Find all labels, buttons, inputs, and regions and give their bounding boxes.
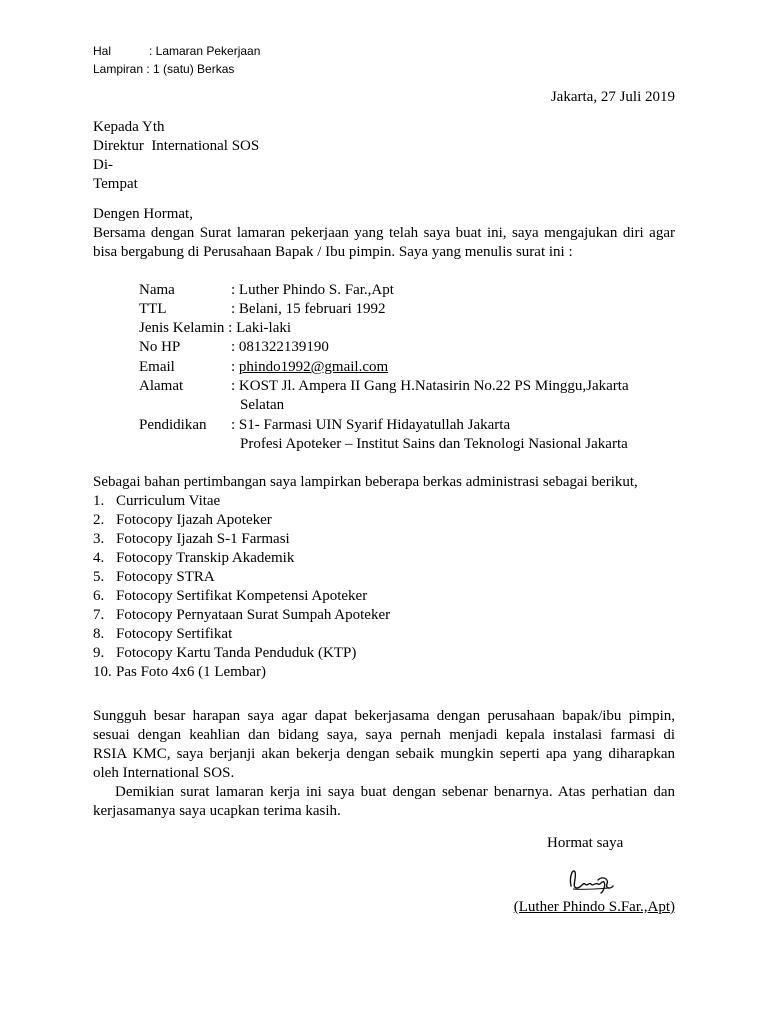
- attachment-count-line: Lampiran : 1 (satu) Berkas: [93, 62, 235, 76]
- closing-line: Sungguh besar harapan saya agar dapat bekerjasama dengan perusahaan bapak/ibu pimpin,: [93, 708, 675, 724]
- intro-block: [93, 205, 675, 262]
- recipient-line: Tempat: [93, 176, 138, 192]
- signature-image: [565, 862, 615, 898]
- attachment-number: 1.: [93, 493, 105, 509]
- closing-line: oleh International SOS.: [93, 765, 235, 781]
- closing-line: sesuai dengan keahlian dan bidang saya, saya pernah menjadi kepala instalasi farmasi di: [93, 727, 675, 743]
- closing-line: kerjasamanya saya ucapkan terima kasih.: [93, 803, 341, 819]
- field-email: [139, 358, 388, 377]
- attachment-text: Fotocopy Ijazah Apoteker: [116, 512, 272, 528]
- field-jenis-kelamin: Jenis Kelamin : Laki-laki: [139, 320, 292, 336]
- recipient-line: Kepada Yth: [93, 119, 165, 135]
- attachment-number: 2.: [93, 512, 105, 528]
- attachment-text: Fotocopy Ijazah S-1 Farmasi: [116, 531, 290, 547]
- field-ttl: [139, 300, 386, 319]
- attachment-text: Fotocopy STRA: [116, 569, 215, 585]
- attachments-list: [93, 492, 675, 682]
- attachments-block: [93, 473, 675, 682]
- field-no-hp: [139, 338, 329, 357]
- field-value: : S1- Farmasi UIN Syarif Hidayatullah Jakarta: [231, 417, 511, 433]
- attachment-text: Fotocopy Transkip Akademik: [116, 550, 295, 566]
- attachment-item: [93, 606, 675, 625]
- attachment-text: Fotocopy Sertifikat: [116, 626, 233, 642]
- recipient-block: [93, 118, 675, 194]
- field-label: No HP: [139, 339, 181, 355]
- attachment-item: [93, 549, 675, 568]
- recipient-line: Direktur International SOS: [93, 138, 260, 154]
- field-nama: [139, 281, 394, 300]
- attachment-item: [93, 568, 675, 587]
- field-alamat-cont: Selatan: [240, 397, 285, 413]
- attachment-text: Curriculum Vitae: [116, 493, 221, 509]
- greeting: Dengen Hormat,: [93, 206, 193, 222]
- subject-key: Hal: [93, 44, 112, 58]
- intro-line: bisa bergabung di Perusahaan Bapak / Ibu pimpin. Saya yang menulis surat ini :: [93, 244, 573, 260]
- attachment-item: [93, 511, 675, 530]
- field-label: Pendidikan: [139, 417, 207, 433]
- field-value: : Belani, 15 februari 1992: [231, 301, 386, 317]
- attachment-number: 5.: [93, 569, 105, 585]
- attachment-item: [93, 625, 675, 644]
- attachment-item: [93, 663, 675, 682]
- recipient-line: Di-: [93, 157, 113, 173]
- intro-line: Bersama dengan Surat lamaran pekerjaan yang telah saya buat ini, saya mengajukan diri agar: [93, 225, 675, 241]
- field-pendidikan-cont: Profesi Apoteker – Institut Sains dan Teknologi Nasional Jakarta: [240, 436, 628, 452]
- closing-line: RSIA KMC, saya berjanji akan bekerja dengan sebaik mungkin seperti apa yang diharapkan: [93, 746, 675, 762]
- attachment-number: 6.: [93, 588, 105, 604]
- field-label: Nama: [139, 282, 175, 298]
- signatory-name: (Luther Phindo S.Far.,Apt): [513, 899, 675, 915]
- field-value: : 081322139190: [231, 339, 329, 355]
- attachment-text: Fotocopy Pernyataan Surat Sumpah Apoteker: [116, 607, 391, 623]
- attachment-number: 9.: [93, 645, 105, 661]
- field-label: Email: [139, 359, 175, 375]
- closing-line: Demikian surat lamaran kerja ini saya buat dengan sebenar benarnya. Atas perhatian dan: [115, 784, 675, 800]
- field-label: TTL: [139, 301, 167, 317]
- signoff: Hormat saya: [547, 835, 624, 851]
- subject-value: : Lamaran Pekerjaan: [149, 44, 261, 58]
- field-alamat: [139, 377, 629, 396]
- subject-line: [93, 42, 260, 60]
- field-value: : Luther Phindo S. Far.,Apt: [231, 282, 394, 298]
- attachment-number: 4.: [93, 550, 105, 566]
- attachment-item: [93, 530, 675, 549]
- field-colon: :: [231, 359, 239, 375]
- attachment-item: [93, 492, 675, 511]
- attachment-number: 7.: [93, 607, 105, 623]
- attachment-text: Pas Foto 4x6 (1 Lembar): [116, 664, 266, 680]
- field-value: : KOST Jl. Ampera II Gang H.Natasirin No.22 PS Minggu,Jakarta: [231, 378, 629, 394]
- field-pendidikan: [139, 416, 510, 435]
- attachment-text: Fotocopy Sertifikat Kompetensi Apoteker: [116, 588, 368, 604]
- attachment-item: [93, 587, 675, 606]
- attachment-number: 3.: [93, 531, 105, 547]
- closing-paragraph: [93, 707, 675, 821]
- attachment-text: Fotocopy Kartu Tanda Penduduk (KTP): [116, 645, 357, 661]
- attachment-number: 8.: [93, 626, 105, 642]
- email-link[interactable]: phindo1992@gmail.com: [238, 359, 389, 375]
- attachment-number: 10.: [93, 664, 112, 680]
- attachments-intro: Sebagai bahan pertimbangan saya lampirkan beberapa berkas administrasi sebagai berikut,: [93, 474, 638, 490]
- attachment-item: [93, 644, 675, 663]
- letter-date: Jakarta, 27 Juli 2019: [550, 89, 675, 105]
- field-label: Alamat: [139, 378, 184, 394]
